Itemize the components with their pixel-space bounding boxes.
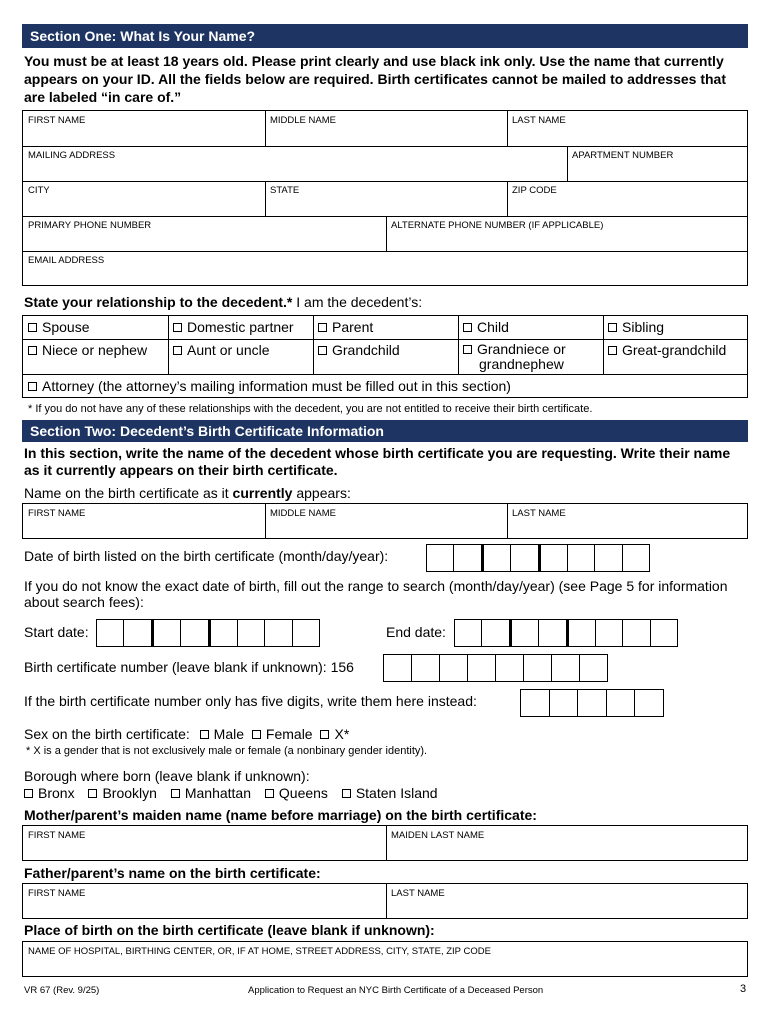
alternate-phone-label: ALTERNATE PHONE NUMBER (IF APPLICABLE) <box>391 220 604 231</box>
section-two-title: Section Two: Decedent’s Birth Certificate Information <box>30 423 384 439</box>
end-date-label: End date: <box>386 624 446 640</box>
checkbox-icon <box>173 323 182 332</box>
five-digit-boxes[interactable] <box>520 689 664 717</box>
last-name-label: LAST NAME <box>512 115 566 126</box>
email-address-field[interactable] <box>23 251 749 287</box>
checkbox-icon <box>252 730 261 739</box>
relationship-parent[interactable]: Parent <box>318 319 373 335</box>
relationship-sibling[interactable]: Sibling <box>608 319 664 335</box>
city-label: CITY <box>28 185 50 196</box>
checkbox-icon <box>24 789 33 798</box>
state-field[interactable] <box>265 181 507 216</box>
sex-male[interactable]: Male <box>200 726 244 742</box>
section-two-intro: In this section, write the name of the decedent whose birth certificate you are requesting. Write their name as it currently appears on their birth certificate. <box>24 445 731 478</box>
checkbox-icon <box>318 323 327 332</box>
sex-label: Sex on the birth certificate: <box>24 726 190 742</box>
relationship-prompt <box>24 294 422 310</box>
relationship-child[interactable]: Child <box>463 319 509 335</box>
start-date-label: Start date: <box>24 624 89 640</box>
applicant-middle-name-field[interactable] <box>265 111 507 146</box>
relationship-prompt-rest: I am the decedent’s: <box>292 294 423 310</box>
checkbox-icon <box>171 789 180 798</box>
mother-name-grid <box>22 825 748 861</box>
mailing-address-field[interactable] <box>23 146 567 181</box>
sex-footnote: * X is a gender that is not exclusively male or female (a nonbinary gender identity). <box>26 745 428 757</box>
mailing-address-label: MAILING ADDRESS <box>28 150 116 161</box>
relationship-grandniece-grandnephew[interactable]: Grandniece or grandnephew <box>463 342 566 372</box>
decedent-last-name-field[interactable]: LAST NAME <box>512 508 566 519</box>
city-field[interactable] <box>23 181 265 216</box>
borough-staten-island[interactable]: Staten Island <box>342 785 438 801</box>
borough-bronx[interactable]: Bronx <box>24 785 75 801</box>
checkbox-icon <box>28 323 37 332</box>
cert-number-boxes[interactable] <box>383 654 608 682</box>
relationship-prompt-bold: State your relationship to the decedent.* <box>24 294 293 310</box>
checkbox-icon <box>608 323 617 332</box>
checkbox-icon <box>342 789 351 798</box>
checkbox-icon <box>200 730 209 739</box>
footer-title: Application to Request an NYC Birth Certificate of a Deceased Person <box>248 985 544 996</box>
apartment-number-label: APARTMENT NUMBER <box>572 150 674 161</box>
section-one-header <box>22 24 748 48</box>
relationship-table <box>22 315 748 398</box>
decedent-first-name-field[interactable]: FIRST NAME <box>28 508 86 519</box>
section-one-title: Section One: What Is Your Name? <box>30 28 256 44</box>
place-of-birth-field[interactable]: NAME OF HOSPITAL, BIRTHING CENTER, OR, IF AT HOME, STREET ADDRESS, CITY, STATE, ZIP CODE <box>28 946 491 957</box>
sex-x[interactable]: X* <box>320 726 349 742</box>
relationship-grandchild[interactable]: Grandchild <box>318 342 400 358</box>
five-digits-label: If the birth certificate number only has five digits, write them here instead: <box>24 693 477 709</box>
cert-number-label: Birth certificate number (leave blank if unknown): 156 <box>24 659 354 675</box>
relationship-aunt-uncle[interactable]: Aunt or uncle <box>173 342 270 358</box>
checkbox-icon <box>28 346 37 355</box>
email-address-label: EMAIL ADDRESS <box>28 255 105 266</box>
checkbox-icon <box>608 346 617 355</box>
name-prompt: Name on the birth certificate as it currently appears: <box>24 485 351 501</box>
applicant-info-grid <box>22 110 748 286</box>
section-one-intro: You must be at least 18 years old. Please print clearly and use black ink only. Use the name that currently appears on your ID. All the fields below are required. Birth certificates cannot be mailed to addresses that are labeled “in care of.” <box>24 53 726 105</box>
form-id: VR 67 (Rev. 9/25) <box>24 985 100 996</box>
checkbox-icon <box>318 346 327 355</box>
relationship-attorney[interactable]: Attorney (the attorney’s mailing information must be filled out in this section) <box>28 378 511 394</box>
relationship-niece-nephew[interactable]: Niece or nephew <box>28 342 147 358</box>
father-heading: Father/parent’s name on the birth certificate: <box>24 865 321 881</box>
father-last-name-field[interactable]: LAST NAME <box>391 888 445 899</box>
checkbox-icon <box>265 789 274 798</box>
primary-phone-label: PRIMARY PHONE NUMBER <box>28 220 152 231</box>
checkbox-icon <box>28 382 37 391</box>
date-range-text: If you do not know the exact date of birth, fill out the range to search (month/day/year) (see Page 5 for information about search fees): <box>24 578 728 610</box>
zip-code-field[interactable] <box>507 181 749 216</box>
checkbox-icon <box>463 323 472 332</box>
page-number: 3 <box>740 983 747 995</box>
mother-maiden-last-name-field[interactable]: MAIDEN LAST NAME <box>391 830 485 841</box>
borough-queens[interactable]: Queens <box>265 785 328 801</box>
relationship-footnote: * If you do not have any of these relationships with the decedent, you are not entitled to receive their birth certificate. <box>28 403 593 415</box>
relationship-spouse[interactable]: Spouse <box>28 319 89 335</box>
place-of-birth-grid <box>22 941 748 977</box>
dob-label: Date of birth listed on the birth certificate (month/day/year): <box>24 548 389 564</box>
state-label: STATE <box>270 185 300 196</box>
checkbox-icon <box>173 346 182 355</box>
dob-input-boxes[interactable] <box>426 544 650 572</box>
primary-phone-field[interactable] <box>23 216 386 251</box>
place-heading: Place of birth on the birth certificate (leave blank if unknown): <box>24 922 435 938</box>
section-two-header <box>22 420 748 442</box>
alternate-phone-field[interactable] <box>386 216 749 251</box>
father-name-grid <box>22 883 748 919</box>
checkbox-icon <box>88 789 97 798</box>
borough-manhattan[interactable]: Manhattan <box>171 785 251 801</box>
decedent-middle-name-field[interactable]: MIDDLE NAME <box>270 508 336 519</box>
zip-code-label: ZIP CODE <box>512 185 557 196</box>
sex-row <box>24 726 349 742</box>
applicant-last-name-field[interactable] <box>507 111 749 146</box>
sex-female[interactable]: Female <box>252 726 313 742</box>
borough-brooklyn[interactable]: Brooklyn <box>88 785 156 801</box>
borough-options <box>24 785 438 801</box>
applicant-first-name-field[interactable] <box>23 111 265 146</box>
decedent-name-grid <box>22 503 748 539</box>
first-name-label: FIRST NAME <box>28 115 86 126</box>
checkbox-icon <box>463 345 472 354</box>
end-date-boxes[interactable] <box>454 619 678 647</box>
relationship-domestic-partner[interactable]: Domestic partner <box>173 319 294 335</box>
start-date-boxes[interactable] <box>96 619 320 647</box>
mother-first-name-field[interactable]: FIRST NAME <box>28 830 86 841</box>
checkbox-icon <box>320 730 329 739</box>
mother-heading: Mother/parent’s maiden name (name before marriage) on the birth certificate: <box>24 807 537 823</box>
borough-label: Borough where born (leave blank if unknown): <box>24 768 310 784</box>
apartment-number-field[interactable] <box>567 146 749 181</box>
father-first-name-field[interactable]: FIRST NAME <box>28 888 86 899</box>
relationship-great-grandchild[interactable]: Great-grandchild <box>608 342 726 358</box>
middle-name-label: MIDDLE NAME <box>270 115 336 126</box>
